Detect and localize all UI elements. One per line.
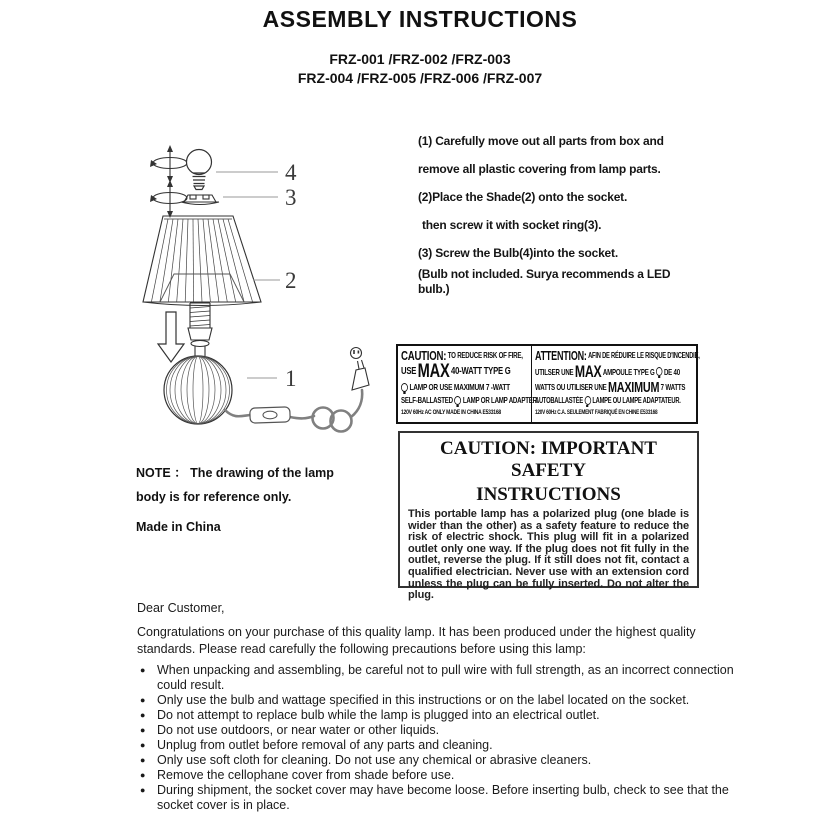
down-arrow-icon — [158, 312, 184, 362]
list-item: ● Only use the bulb and wattage specified in this instructions or on the label located on the socket. — [137, 693, 757, 708]
note-block — [136, 463, 334, 534]
bulb-icon — [454, 396, 461, 405]
precaution-list — [137, 663, 757, 813]
caution-label-english: CAUTION: TO REDUCE RISK OF FIRE, USE MAX 40-WATT TYPE G LAMP OR USE MAXIMUM 7 -WATT SELF-BALLASTED LAMP OR LAMP ADAPTER. 120V 60Hz AC ONLY MADE IN CHINA E533168 — [398, 346, 532, 422]
intro-paragraph: Congratulations on your purchase of this quality lamp. It has been produced under the highest quality standards. Please read carefully the following precautions before using this lamp: — [137, 625, 696, 656]
note-line2: body is for reference only. — [136, 490, 292, 504]
list-item: ● When unpacking and assembling, be careful not to pull wire with full strength, as an incorrect connection could result. — [137, 663, 757, 693]
list-item: ● Do not attempt to replace bulb while the lamp is plugged into an electrical outlet. — [137, 708, 757, 723]
bulb-figure — [187, 150, 212, 190]
page-title: ASSEMBLY INSTRUCTIONS — [262, 6, 578, 32]
list-item: ● Remove the cellophane cover from shade before use. — [137, 768, 757, 783]
list-item: ● Do not use outdoors, or near water or other liquids. — [137, 723, 757, 738]
part-number-3: 3 — [285, 185, 297, 210]
caution-rating-label — [396, 344, 698, 424]
lamp-exploded-diagram — [130, 138, 392, 438]
safety-heading-line2: INSTRUCTIONS — [476, 484, 621, 505]
step-line: then screw it with socket ring(3). — [422, 218, 602, 232]
step-line: (2)Place the Shade(2) onto the socket. — [418, 190, 628, 204]
list-item: ● Only use soft cloth for cleaning. Do not use any chemical or abrasive cleaners. — [137, 753, 757, 768]
step-line: bulb.) — [418, 282, 450, 296]
switch-figure — [250, 407, 290, 423]
model-numbers — [0, 50, 840, 88]
part-number-1: 1 — [285, 366, 297, 391]
plug-figure — [351, 348, 370, 391]
bulb-icon — [401, 383, 408, 392]
attention-head: ATTENTION: — [535, 348, 587, 363]
made-in-china: Made in China — [136, 520, 221, 534]
socket-figure — [188, 303, 212, 356]
cord-figure — [225, 390, 362, 432]
caution-label-french: ATTENTION: AFIN DE RÉDUIRE LE RISQUE D'INCENDIE, UTILSER UNE MAX AMPOULE TYPE G DE 40 WATTS OU UTILISER UNE MAXIMUM 7 WATTS AUTOBALLASTÉE LAMPE OU LAMPE ADAPTATEUR. 120V 60Hz C.A. SEULEMENT FABRIQUÉ EN CHINE E533168 — [535, 348, 700, 416]
safety-heading-line1: CAUTION: IMPORTANT SAFETY — [440, 438, 657, 481]
model-numbers-line2: FRZ-004 /FRZ-005 /FRZ-006 /FRZ-007 — [297, 70, 543, 86]
step-line: (Bulb not included. Surya recommends a LED — [418, 267, 671, 281]
step-line: remove all plastic covering from lamp parts. — [418, 162, 661, 176]
list-item: ● During shipment, the socket cover may have become loose. Before inserting bulb, check to see that the socket cover is in place. — [137, 783, 757, 813]
rotate-arrow-icon — [150, 145, 187, 183]
part-number-2: 2 — [285, 268, 297, 293]
lamp-body-figure — [164, 356, 232, 424]
step-line: (1) Carefully move out all parts from box and — [418, 134, 664, 148]
part-number-4: 4 — [285, 160, 297, 185]
list-item: ● Unplug from outlet before removal of any parts and cleaning. — [137, 738, 757, 753]
step-line: (3) Screw the Bulb(4)into the socket. — [418, 246, 618, 260]
caution-head: CAUTION: — [401, 348, 447, 363]
customer-letter — [137, 601, 757, 813]
assembly-steps — [418, 134, 670, 297]
important-safety-box — [398, 431, 699, 602]
bulb-icon — [584, 396, 590, 405]
model-numbers-line1: FRZ-001 /FRZ-002 /FRZ-003 — [329, 51, 511, 67]
safety-body-text: This portable lamp has a polarized plug (one blade is wider than the other) as a safety feature to reduce the risk of electric shock. This plug will fit in a polarized outlet only one way. If the plug does not fit fully in the outlet, reverse the plug. If it still does not fit, contact a qualified electrician. Never use with an extension cord unless the plug can be fully inserted. Do not alter the plug. — [408, 508, 689, 602]
note-line1: NOTE ： The drawing of the lamp — [136, 466, 334, 480]
bulb-icon — [656, 367, 662, 376]
shade-figure — [143, 216, 261, 306]
salutation: Dear Customer, — [137, 601, 225, 615]
rotate-arrow-icon — [150, 180, 187, 218]
